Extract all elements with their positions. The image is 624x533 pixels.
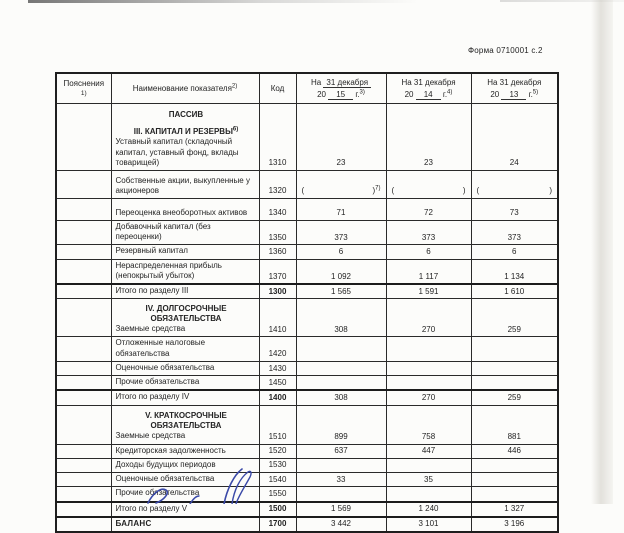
table-row xyxy=(56,337,558,361)
explanations-cell xyxy=(56,284,111,299)
value-cell-2015 xyxy=(296,376,386,391)
value-cell-2013 xyxy=(471,171,558,199)
explanations-cell xyxy=(56,376,111,391)
value-cell-2015: 6 xyxy=(296,245,386,259)
section-heading: V. КРАТКОСРОЧНЫЕ ОБЯЗАТЕЛЬСТВА xyxy=(145,410,227,431)
value-cell-2014: 6 xyxy=(386,245,471,259)
code-cell: 1420 xyxy=(259,337,296,361)
value-cell-2015: 373 xyxy=(296,221,386,245)
header-explanations xyxy=(56,73,111,104)
table-row xyxy=(56,199,558,221)
indicator-label: Отложенные налоговые обязательства xyxy=(115,338,206,358)
indicator-label: Переоценка внеоборотных активов xyxy=(115,207,248,217)
indicator-cell xyxy=(111,171,259,199)
indicator-label: Прочие обязательства xyxy=(115,488,200,498)
table-row xyxy=(56,405,558,444)
header-indicator-label: Наименование показателя xyxy=(132,83,232,93)
indicator-label: БАЛАНС xyxy=(115,518,152,528)
value-cell-2014: 23 xyxy=(386,104,471,171)
balance-sheet-table xyxy=(55,72,559,533)
value-cell-2014: 1 240 xyxy=(386,502,471,517)
explanations-cell xyxy=(56,390,111,405)
value-cell-2014 xyxy=(386,361,471,375)
value-cell-2015 xyxy=(296,487,386,502)
header-period-2014 xyxy=(386,73,471,104)
value-cell-2015 xyxy=(296,171,386,199)
indicator-cell xyxy=(111,376,259,391)
indicator-cell xyxy=(111,361,259,375)
code-cell: 1500 xyxy=(259,502,296,517)
indicator-cell xyxy=(111,390,259,405)
header-period-2015 xyxy=(296,73,386,104)
value-cell-2014: 72 xyxy=(386,199,471,221)
value-cell-2013 xyxy=(471,337,558,361)
code-cell: 1450 xyxy=(259,376,296,391)
table-row xyxy=(56,104,558,171)
value-cell-2015 xyxy=(296,458,386,472)
value-cell-2014 xyxy=(386,337,471,361)
header-explanations-note: 1) xyxy=(80,89,87,97)
value-cell-2015: 33 xyxy=(296,473,386,487)
value-cell-2014 xyxy=(386,376,471,391)
period-2014-year-line: 20 14 г.$^{4)}$ xyxy=(404,88,453,99)
value-cell-2015: 71 xyxy=(296,199,386,221)
code-cell: 1310 xyxy=(259,104,296,171)
code-cell: 1540 xyxy=(259,473,296,487)
value-cell-2015: 1 569 xyxy=(296,502,386,517)
value-cell-2013: 1 327 xyxy=(471,502,558,517)
code-cell: 1300 xyxy=(259,284,296,299)
code-cell: 1550 xyxy=(259,487,296,502)
value-cell-2015: 3 442 xyxy=(296,517,386,532)
table-row xyxy=(56,444,558,458)
table-row xyxy=(56,361,558,375)
value-cell-2014: 373 xyxy=(386,221,471,245)
period-2013-year-line: 20 13 г.$^{5)}$ xyxy=(490,88,539,99)
value-cell-2015: 308 xyxy=(296,299,386,337)
code-cell: 1410 xyxy=(259,299,296,337)
table-body xyxy=(56,104,558,532)
header-explanations-label: Пояснения xyxy=(63,79,105,89)
value-cell-2014 xyxy=(386,458,471,472)
indicator-cell xyxy=(111,517,259,532)
indicator-label: Уставный капитал (складочный капитал, уставный фонд, вклады товарищей) xyxy=(115,137,239,167)
value-cell-2013: 6 xyxy=(471,245,558,259)
period-2015-year-line: 20 15 г.$^{3)}$ xyxy=(317,88,365,99)
value-cell-2013 xyxy=(471,458,558,472)
explanations-cell xyxy=(56,361,111,375)
header-period-2013 xyxy=(471,73,558,104)
indicator-label: Прочие обязательства xyxy=(115,377,200,387)
indicator-label: Заемные средства xyxy=(115,431,186,441)
indicator-label: Итого по разделу V xyxy=(115,503,188,513)
table-row xyxy=(56,171,558,199)
explanations-cell xyxy=(56,517,111,532)
code-cell: 1360 xyxy=(259,245,296,259)
value-cell-2015: 899 xyxy=(296,405,386,444)
explanations-cell xyxy=(56,199,111,221)
value-cell-2015 xyxy=(296,337,386,361)
value-cell-2014: 270 xyxy=(386,390,471,405)
table-row-balance xyxy=(56,517,558,532)
empty-parentheses: ( ) xyxy=(476,186,552,196)
indicator-cell xyxy=(111,104,259,171)
value-cell-2014: 35 xyxy=(386,473,471,487)
explanations-cell xyxy=(56,444,111,458)
explanations-cell xyxy=(56,473,111,487)
explanations-cell xyxy=(56,259,111,284)
indicator-label: Добавочный капитал (без переоценки) xyxy=(115,222,211,242)
indicator-label: Доходы будущих периодов xyxy=(115,459,216,469)
indicator-label: Нераспределенная прибыль (непокрытый убыток) xyxy=(115,260,222,280)
value-cell-2013 xyxy=(471,487,558,502)
code-cell: 1530 xyxy=(259,458,296,472)
explanations-cell xyxy=(56,405,111,444)
indicator-cell xyxy=(111,473,259,487)
value-cell-2013 xyxy=(471,473,558,487)
value-cell-2015 xyxy=(296,361,386,375)
period-2013-date-line: На 31 декабря xyxy=(487,77,542,87)
table-row xyxy=(56,376,558,391)
empty-parentheses: ( ) xyxy=(391,186,466,196)
table-row xyxy=(56,299,558,337)
indicator-cell xyxy=(111,405,259,444)
value-cell-2014: 1 591 xyxy=(386,284,471,299)
value-cell-2015: 1 092 xyxy=(296,259,386,284)
code-cell: 1700 xyxy=(259,517,296,532)
section-heading: ПАССИВ xyxy=(168,109,204,119)
value-cell-2014: 447 xyxy=(386,444,471,458)
value-cell-2015: 308 xyxy=(296,390,386,405)
value-cell-2015: 637 xyxy=(296,444,386,458)
indicator-label: Оценочные обязательства xyxy=(115,474,215,484)
value-cell-2013: 1 610 xyxy=(471,284,558,299)
scan-shadow-band xyxy=(591,0,613,504)
value-cell-2014: 3 101 xyxy=(386,517,471,532)
code-cell: 1520 xyxy=(259,444,296,458)
value-cell-2014: 1 117 xyxy=(386,259,471,284)
table-header-row xyxy=(56,73,558,104)
indicator-cell xyxy=(111,259,259,284)
indicator-label: Оценочные обязательства xyxy=(115,362,215,372)
value-cell-2013: 73 xyxy=(471,199,558,221)
table-row xyxy=(56,245,558,259)
table-row xyxy=(56,284,558,299)
indicator-label: Кредиторская задолженность xyxy=(115,445,226,455)
explanations-cell xyxy=(56,458,111,472)
code-cell: 1370 xyxy=(259,259,296,284)
explanations-cell xyxy=(56,221,111,245)
value-cell-2013 xyxy=(471,361,558,375)
code-cell: 1340 xyxy=(259,199,296,221)
header-code: Код xyxy=(259,73,296,104)
indicator-cell xyxy=(111,444,259,458)
header-indicator xyxy=(111,73,259,104)
value-cell-2013: 881 xyxy=(471,405,558,444)
period-2015-date-line: На 31 декабря xyxy=(297,78,386,88)
indicator-cell xyxy=(111,199,259,221)
value-cell-2013 xyxy=(471,376,558,391)
scan-edge-artifact xyxy=(28,0,418,3)
value-cell-2013: 24 xyxy=(471,104,558,171)
value-cell-2014: 758 xyxy=(386,405,471,444)
table-row xyxy=(56,473,558,487)
table-row xyxy=(56,259,558,284)
indicator-label: Итого по разделу III xyxy=(115,286,189,296)
indicator-cell xyxy=(111,337,259,361)
code-cell: 1320 xyxy=(259,171,296,199)
indicator-cell xyxy=(111,458,259,472)
value-cell-2013: 259 xyxy=(471,299,558,337)
indicator-cell xyxy=(111,284,259,299)
value-cell-2015: 1 565 xyxy=(296,284,386,299)
value-cell-2013: 259 xyxy=(471,390,558,405)
indicator-label: Резервный капитал xyxy=(115,246,188,256)
table-row xyxy=(56,390,558,405)
explanations-cell xyxy=(56,337,111,361)
section-heading: IV. ДОЛГОСРОЧНЫЕ ОБЯЗАТЕЛЬСТВА xyxy=(145,303,227,323)
explanations-cell xyxy=(56,104,111,171)
header-indicator-note: 2) xyxy=(231,83,238,90)
table-row xyxy=(56,487,558,502)
value-cell-2014 xyxy=(386,487,471,502)
indicator-cell xyxy=(111,221,259,245)
indicator-label: Собственные акции, выкупленные у акционеров xyxy=(115,175,250,195)
form-number-label: Форма 0710001 с.2 xyxy=(468,46,543,55)
indicator-cell xyxy=(111,299,259,337)
code-cell: 1400 xyxy=(259,390,296,405)
empty-parentheses: ( )$^{7)}$ xyxy=(301,185,381,196)
period-2014-date-line: На 31 декабря xyxy=(401,77,456,87)
code-cell: 1430 xyxy=(259,361,296,375)
explanations-cell xyxy=(56,487,111,502)
indicator-label: Заемные средства xyxy=(115,324,186,334)
value-cell-2013: 1 134 xyxy=(471,259,558,284)
indicator-label: Итого по разделу IV xyxy=(115,392,190,402)
value-cell-2013: 3 196 xyxy=(471,517,558,532)
explanations-cell xyxy=(56,245,111,259)
table-row xyxy=(56,458,558,472)
explanations-cell xyxy=(56,299,111,337)
code-cell: 1350 xyxy=(259,221,296,245)
value-cell-2014: 270 xyxy=(386,299,471,337)
explanations-cell xyxy=(56,171,111,199)
value-cell-2013: 446 xyxy=(471,444,558,458)
value-cell-2014 xyxy=(386,171,471,199)
table-row xyxy=(56,221,558,245)
indicator-cell xyxy=(111,245,259,259)
indicator-cell xyxy=(111,487,259,502)
value-cell-2015: 23 xyxy=(296,104,386,171)
section-heading: III. КАПИТАЛ И РЕЗЕРВЫ$^{6)}$ xyxy=(133,126,239,137)
code-cell: 1510 xyxy=(259,405,296,444)
value-cell-2013: 373 xyxy=(471,221,558,245)
